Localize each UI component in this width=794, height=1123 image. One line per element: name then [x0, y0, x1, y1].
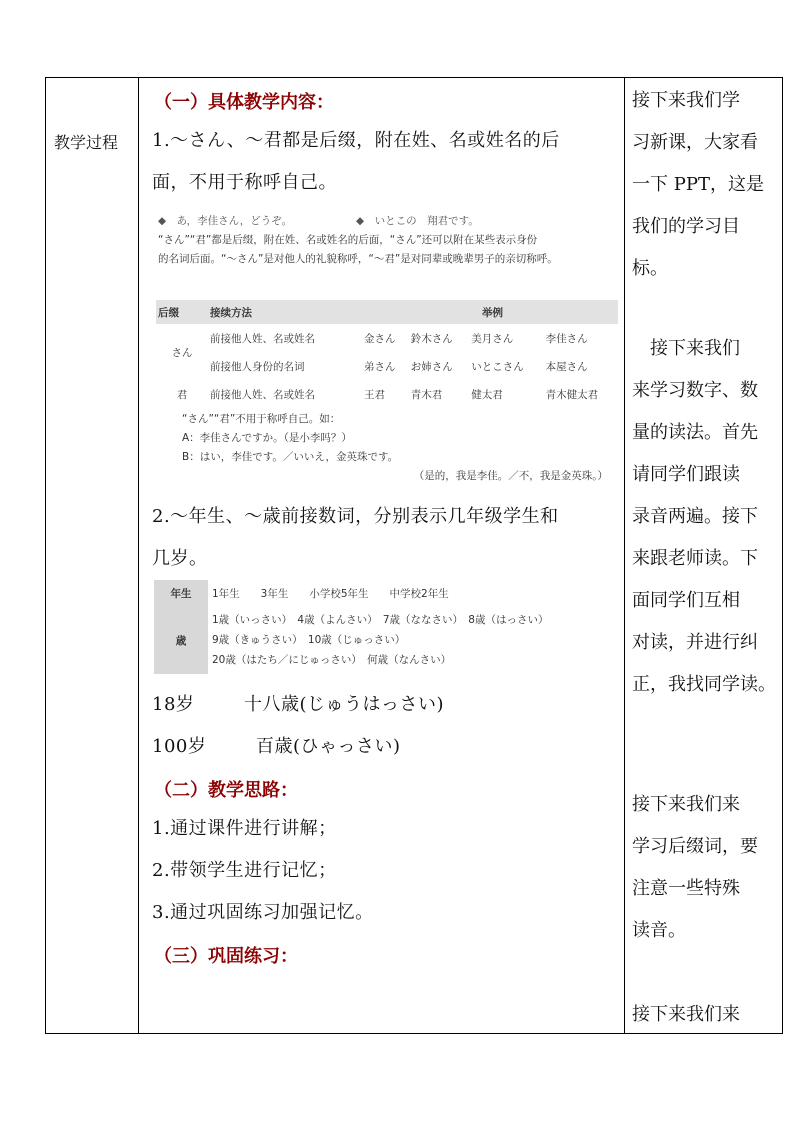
note-text: “さん”“君”不用于称呼自己。如：: [182, 413, 341, 425]
section-1-title: （一）具体教学内容：: [154, 92, 334, 113]
example-100: [152, 726, 622, 768]
header-examples: 举例: [362, 300, 618, 324]
excerpt-desc-1: “さん”“君”都是后缀，附在姓、名或姓名的后面，“さん”还可以附在某些表示身份: [158, 234, 538, 246]
row-example: お姉さん: [410, 360, 453, 373]
idea-3: 3.通过巩固练习加强记忆。: [152, 902, 374, 923]
row-example: 王君: [364, 388, 385, 401]
note-line: 对读，并进行纠: [632, 632, 758, 653]
note-line: 注意一些特殊: [632, 878, 740, 899]
row-method: 前接他人姓、名或姓名: [210, 388, 315, 401]
note-line: 学习后缀词，要: [632, 836, 758, 857]
note-line: 来跟老师读。下: [632, 548, 758, 569]
note-line: 正，我找同学读。: [632, 674, 776, 695]
idea-2: 2.带领学生进行记忆；: [152, 860, 337, 881]
header-method: 接续方法: [208, 300, 362, 324]
paragraph-2-line-1: 2.～年生、～歳前接数词，分别表示几年级学生和: [152, 506, 559, 527]
lesson-table: [45, 77, 783, 1034]
note-block-1: [632, 80, 764, 290]
age-examples: [152, 684, 622, 768]
paragraph-1-line-1: 1.～さん、～君都是后缀，附在姓、名或姓名的后: [152, 130, 560, 151]
row-example: いとこさん: [471, 360, 524, 373]
dialogue-translation: （是的，我是李佳。／不，我是金英珠。）: [413, 470, 608, 482]
note-line: 标。: [632, 258, 668, 279]
paragraph-2: [152, 496, 622, 580]
age-line-1: 1歳（いっさい） 4歳（よんさい） 7歳（ななさい） 8歳（はっさい）: [212, 614, 549, 626]
note-line: 请同学们跟读: [632, 464, 740, 485]
row-label: 教学过程: [54, 133, 119, 152]
row-example: 本屋さん: [545, 360, 588, 373]
example-line: [158, 212, 622, 231]
table-row: [154, 606, 626, 674]
textbook-excerpt: [158, 212, 622, 269]
age-line-3: 20歳（はたち／にじゅっさい） 何歳（なんさい）: [212, 654, 452, 666]
age-grade-table: [154, 580, 626, 674]
note-line: 一下 PPT，这是: [632, 174, 764, 195]
age-items: [208, 606, 626, 674]
table-row: [156, 380, 618, 408]
age-label: 歳: [154, 606, 208, 674]
example-2: ◆ いとこの 翔君です。: [356, 215, 479, 227]
paragraph-1-line-2: 面，不用于称呼自己。: [152, 172, 337, 193]
row-example: 金さん: [364, 332, 396, 345]
table-row: [156, 352, 618, 380]
row-method: 前接他人身份的名词: [210, 360, 305, 373]
example-100-cn: 100岁: [152, 736, 207, 757]
section-3-title: （三）巩固练习：: [154, 946, 298, 967]
note-line: 录音两遍。接下: [632, 506, 758, 527]
row-example: 青木君: [410, 388, 443, 401]
idea-1: 1.通过课件进行讲解；: [152, 818, 337, 839]
grade-label: 年生: [154, 580, 208, 606]
paragraph-1: [152, 120, 622, 204]
column-divider-2: [624, 78, 625, 1033]
suffix-table-wrap: [156, 300, 618, 486]
note-block-2: [632, 328, 776, 706]
paragraph-2-line-2: 几岁。: [152, 548, 208, 569]
row-example: 青木健太君: [545, 388, 599, 401]
suffix-table: [156, 300, 618, 408]
column-divider-1: [138, 78, 139, 1033]
age-line-2: 9歳（きゅうさい） 10歳（じゅっさい）: [212, 634, 406, 646]
note-line: 接下来我们: [632, 338, 740, 359]
note-line: 习新课，大家看: [632, 132, 758, 153]
row-example: 美月さん: [471, 332, 514, 345]
note-line: 读音。: [632, 920, 686, 941]
dialogue-b: B：はい，李佳です。／いいえ，金英珠です。: [182, 451, 399, 463]
table-row: [156, 324, 618, 352]
row-example: 健太君: [471, 388, 503, 401]
example-18-jp: 十八歳(じゅうはっさい): [244, 694, 445, 715]
example-100-jp: 百歳(ひゃっさい): [256, 736, 401, 757]
row-example: 鈴木さん: [410, 332, 453, 345]
note-line: 接下来我们来: [632, 1004, 740, 1025]
grade-items: 1年生 3年生 小学校5年生 中学校2年生: [212, 587, 449, 600]
row-example: 弟さん: [364, 360, 396, 373]
suffix-table-header: [156, 300, 618, 324]
note-line: 面同学们互相: [632, 590, 740, 611]
suffix-note: [156, 410, 618, 486]
row-suffix: さん: [171, 346, 193, 359]
note-line: 接下来我们来: [632, 794, 740, 815]
note-line: 来学习数字、数: [632, 380, 758, 401]
note-block-3: [632, 784, 758, 952]
example-18: [152, 684, 622, 726]
section-2-title: （二）教学思路：: [154, 780, 298, 801]
teaching-ideas: [152, 808, 622, 934]
note-line: 我们的学习目: [632, 216, 740, 237]
example-18-cn: 18岁: [152, 694, 195, 715]
dialogue-a: A：李佳さんですか。（是小李吗？）: [182, 432, 352, 444]
example-1: ◆ あ，李佳さん，どうぞ。: [158, 215, 293, 227]
note-line: 接下来我们学: [632, 90, 740, 111]
excerpt-desc-2: 的名词后面。“～さん”是对他人的礼貌称呼，“～君”是对同辈或晚辈男子的亲切称呼。: [158, 253, 558, 265]
note-line: 量的读法。首先: [632, 422, 758, 443]
age-grade-table-wrap: [154, 580, 626, 674]
row-example: 李佳さん: [545, 332, 588, 345]
row-method: 前接他人姓、名或姓名: [210, 332, 315, 345]
header-suffix: 后缀: [156, 300, 208, 324]
note-block-4: [632, 994, 740, 1036]
row-suffix: 君: [176, 388, 188, 401]
table-row: [154, 580, 626, 606]
